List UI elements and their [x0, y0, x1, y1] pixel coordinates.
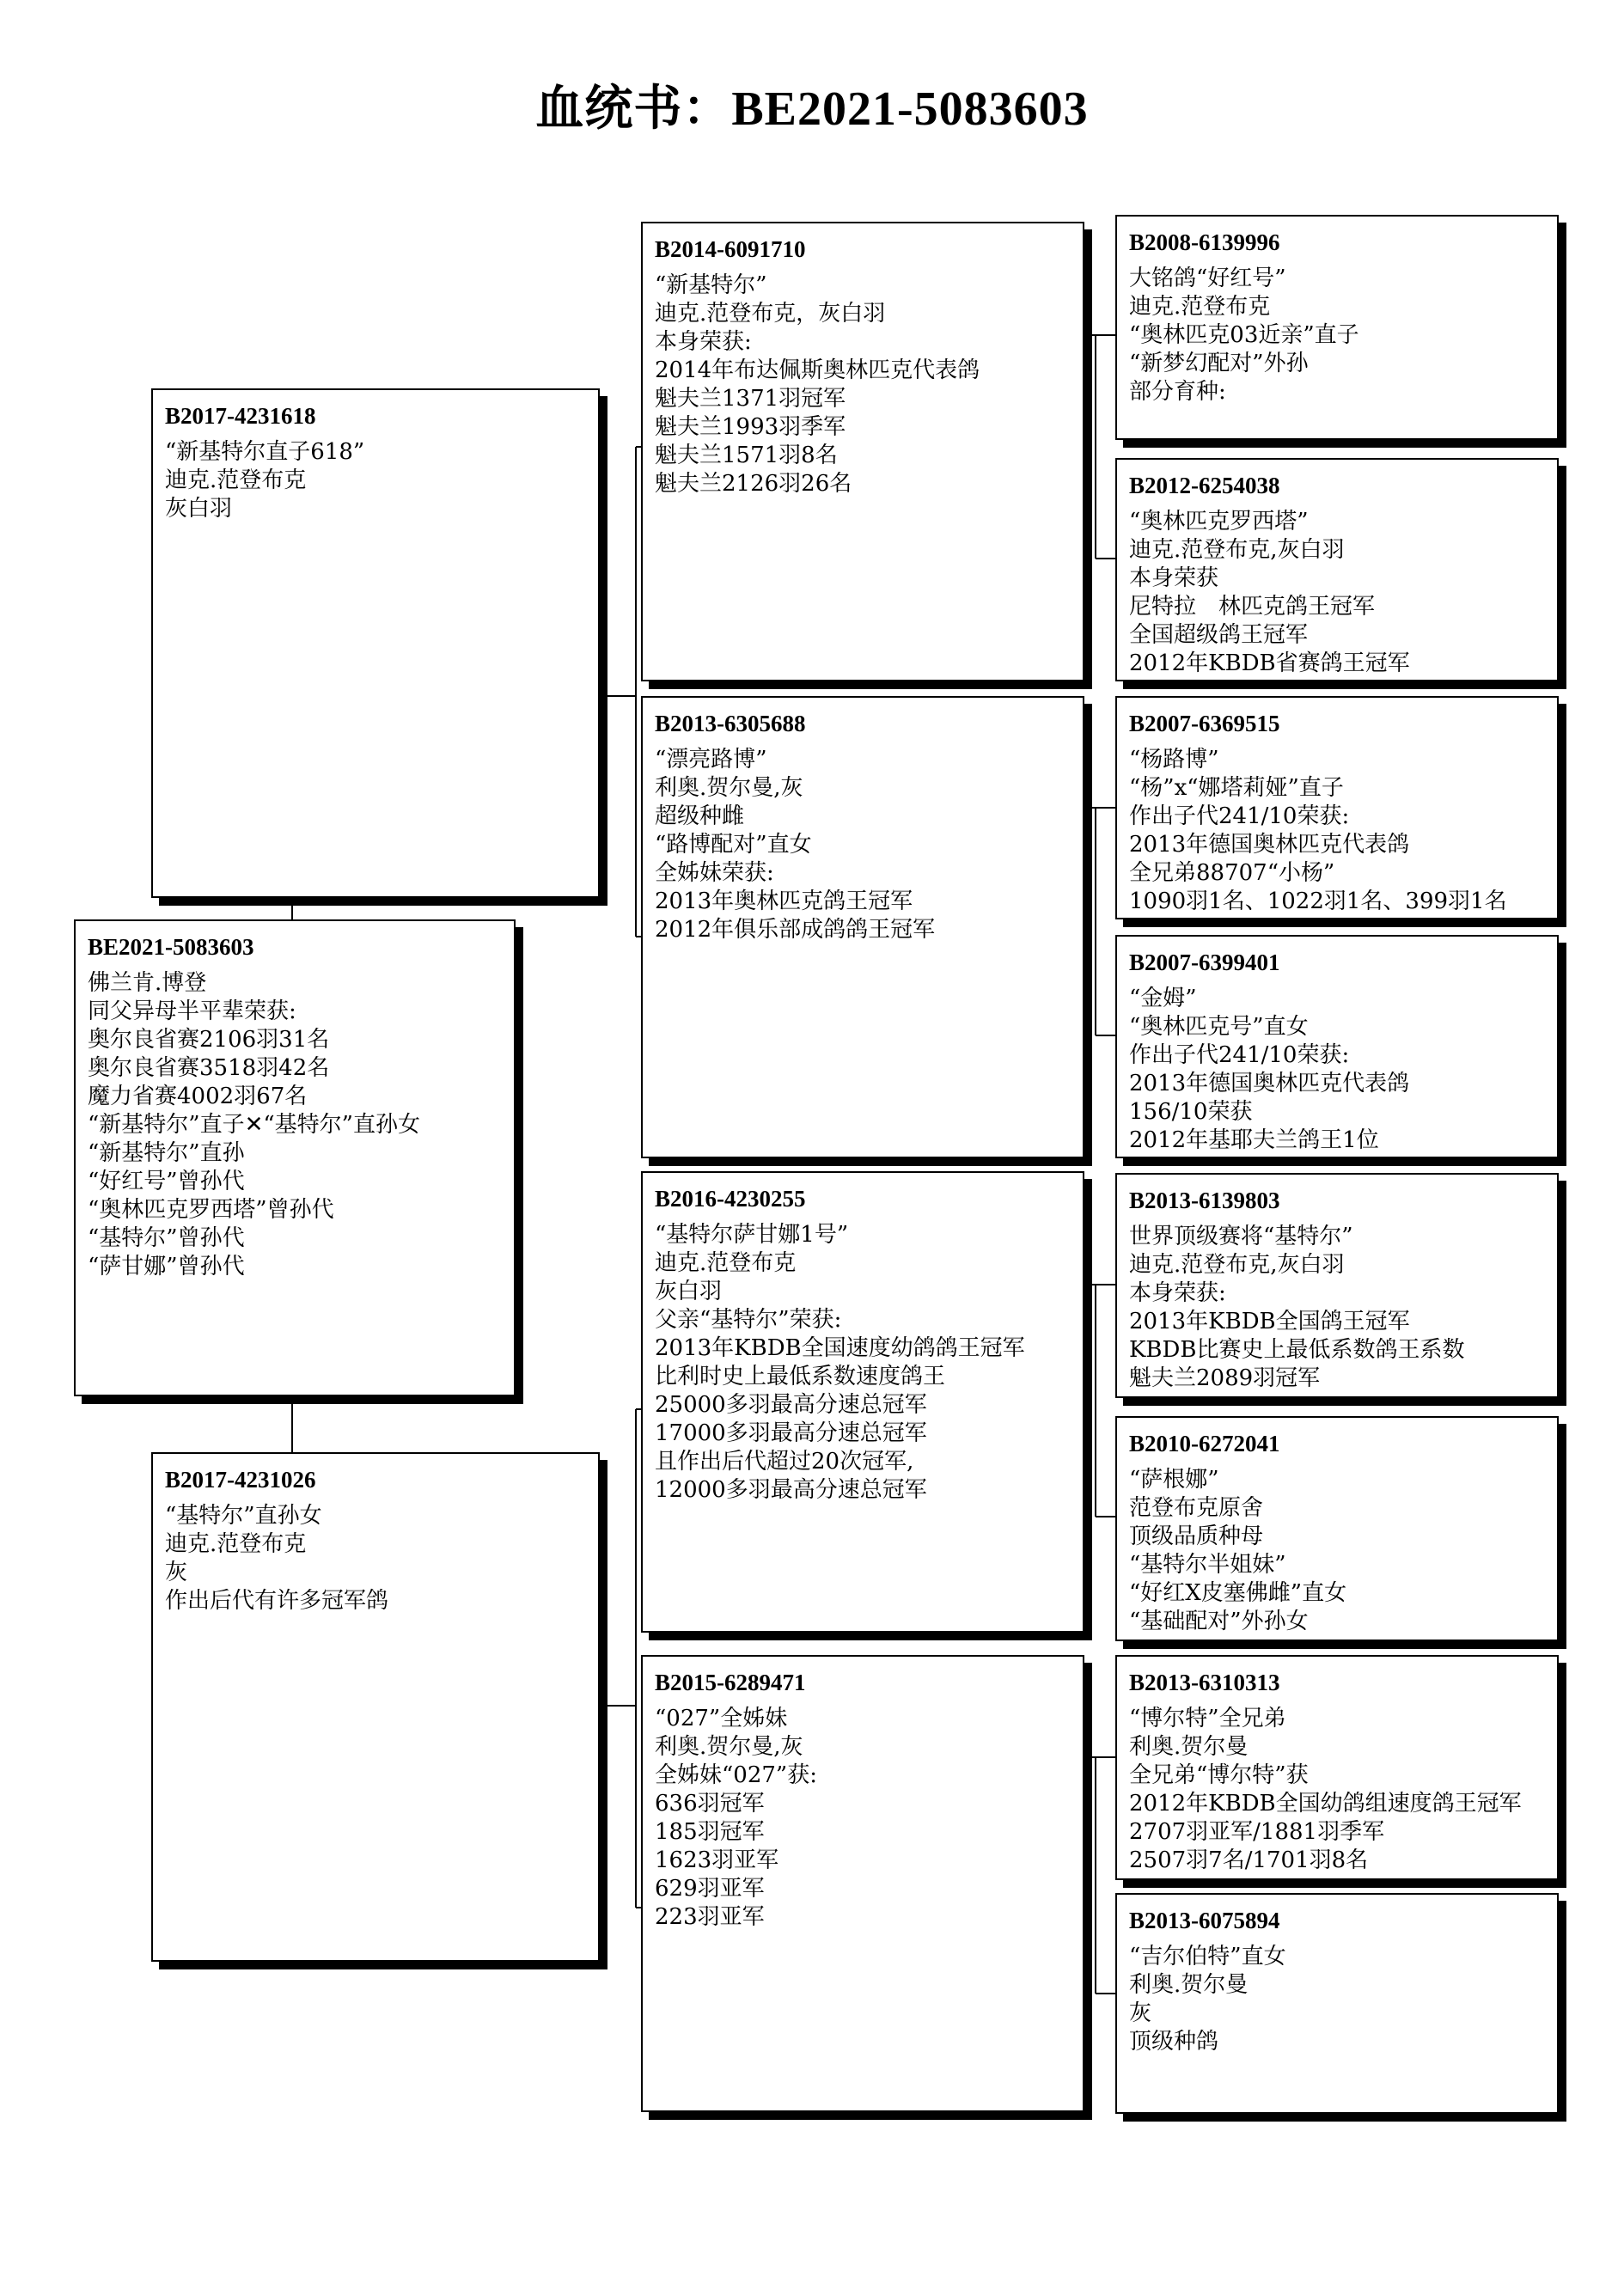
- grandparent-line: 2013年KBDB全国速度幼鸽鸽王冠军: [655, 1335, 1025, 1361]
- great-grandparent-line: 顶级种鸽: [1129, 2029, 1219, 2055]
- great-grandparent-line: 2507羽7名/1701羽8名: [1129, 1847, 1369, 1873]
- subject-line: “新基特尔”直子✕“基特尔”直孙女: [88, 1112, 420, 1138]
- grandparent-line: 且作出后代超过20次冠军,: [655, 1449, 914, 1475]
- dam-line: 灰: [165, 1560, 188, 1585]
- great-grandparent-line: 大铭鸽“好红号”: [1129, 266, 1286, 291]
- grandparent-line: 629羽亚军: [655, 1876, 765, 1902]
- great-grandparent-card: [1115, 458, 1559, 681]
- subject-line: 佛兰肯.博登: [88, 970, 207, 996]
- grandparent-card: [641, 1655, 1084, 2112]
- grandparent-line: 2014年布达佩斯奥林匹克代表鸽: [655, 357, 980, 383]
- subject-line: 奥尔良省赛2106羽31名: [88, 1027, 330, 1053]
- grandparent-line: 12000多羽最高分速总冠军: [655, 1477, 927, 1503]
- great-grandparent-line: “奥林匹克罗西塔”: [1129, 509, 1309, 534]
- subject-line: 同父异母半平辈荣获:: [88, 998, 296, 1024]
- great-grandparent-line: 2707羽亚军/1881羽季军: [1129, 1819, 1385, 1845]
- sire-line: 迪克.范登布克: [165, 467, 307, 493]
- grandparent-line: 灰白羽: [655, 1279, 723, 1304]
- grandparent-line: 利奥.贺尔曼,灰: [655, 1734, 803, 1760]
- great-grandparent-line: 作出子代241/10荣获:: [1129, 803, 1350, 829]
- great-grandparent-line: 作出子代241/10荣获:: [1129, 1042, 1350, 1068]
- sire-ring-id: B2017-4231618: [165, 403, 316, 429]
- grandparent-line: 魁夫兰1371羽冠军: [655, 386, 846, 412]
- great-grandparent-line: 2013年KBDB全国鸽王冠军: [1129, 1309, 1410, 1334]
- great-grandparent-ring-id: B2013-6075894: [1129, 1908, 1280, 1933]
- subject-line: 奥尔良省赛3518羽42名: [88, 1055, 330, 1081]
- great-grandparent-ring-id: B2013-6310313: [1129, 1670, 1280, 1695]
- grandparent-line: 利奥.贺尔曼,灰: [655, 775, 803, 801]
- grandparent-line: “基特尔萨甘娜1号”: [655, 1222, 849, 1248]
- great-grandparent-line: 本身荣获:: [1129, 1280, 1226, 1306]
- great-grandparent-line: 2012年基耶夫兰鸽王1位: [1129, 1127, 1379, 1153]
- great-grandparent-line: 利奥.贺尔曼: [1129, 1734, 1249, 1760]
- grandparent-line: 迪克.范登布克: [655, 1250, 797, 1276]
- grandparent-card: [641, 1171, 1084, 1633]
- great-grandparent-line: 迪克.范登布克,灰白羽: [1129, 1252, 1345, 1278]
- grandparent-line: 636羽冠军: [655, 1791, 765, 1817]
- great-grandparent-ring-id: B2010-6272041: [1129, 1431, 1280, 1456]
- grandparent-line: 2012年俱乐部成鸽鸽王冠军: [655, 917, 936, 943]
- grandparent-line: 魁夫兰1993羽季军: [655, 414, 846, 440]
- great-grandparent-line: 尼特拉 林匹克鸽王冠军: [1129, 594, 1376, 620]
- grandparent-line: 迪克.范登布克，灰白羽: [655, 301, 886, 327]
- great-grandparent-line: “基础配对”外孙女: [1129, 1609, 1309, 1634]
- great-grandparent-line: “奥林匹克03近亲”直子: [1129, 322, 1359, 348]
- grandparent-line: 223羽亚军: [655, 1904, 765, 1930]
- great-grandparent-card: [1115, 215, 1559, 440]
- grandparent-ring-id: B2016-4230255: [655, 1186, 806, 1212]
- sire-line: “新基特尔直子618”: [165, 439, 365, 465]
- great-grandparent-ring-id: B2008-6139996: [1129, 229, 1280, 255]
- subject-line: “奥林匹克罗西塔”曾孙代: [88, 1197, 334, 1223]
- grandparent-line: “027”全姊妹: [655, 1706, 788, 1731]
- great-grandparent-line: “吉尔伯特”直女: [1129, 1944, 1286, 1969]
- dam-line: 迪克.范登布克: [165, 1531, 307, 1557]
- grandparent-line: 17000多羽最高分速总冠军: [655, 1420, 927, 1446]
- great-grandparent-line: “博尔特”全兄弟: [1129, 1706, 1286, 1731]
- grandparent-ring-id: B2015-6289471: [655, 1670, 806, 1695]
- grandparent-ring-id: B2013-6305688: [655, 711, 806, 736]
- grandparent-line: 185羽冠军: [655, 1819, 765, 1845]
- grandparent-line: 全姊妹“027”获:: [655, 1762, 817, 1788]
- grandparent-line: 比利时史上最低系数速度鸽王: [655, 1364, 946, 1389]
- great-grandparent-line: “金姆”: [1129, 986, 1197, 1011]
- subject-line: “新基特尔”直孙: [88, 1140, 245, 1166]
- grandparent-card: [641, 222, 1084, 681]
- subject-card: [74, 919, 516, 1396]
- great-grandparent-line: “好红X皮塞佛雌”直女: [1129, 1580, 1347, 1606]
- grandparent-line: “漂亮路博”: [655, 747, 767, 772]
- grandparent-line: 本身荣获:: [655, 329, 752, 355]
- great-grandparent-card: [1115, 1416, 1559, 1641]
- grandparent-line: 2013年奥林匹克鸽王冠军: [655, 888, 913, 914]
- great-grandparent-line: 156/10荣获: [1129, 1099, 1253, 1125]
- grandparent-line: “新基特尔”: [655, 272, 767, 298]
- great-grandparent-card: [1115, 1655, 1559, 1880]
- great-grandparent-ring-id: B2013-6139803: [1129, 1188, 1280, 1213]
- subject-line: “萨甘娜”曾孙代: [88, 1254, 245, 1279]
- sire-line: 灰白羽: [165, 496, 233, 522]
- grandparent-line: 魁夫兰1571羽8名: [655, 443, 838, 468]
- subject-line: “好红号”曾孙代: [88, 1169, 245, 1194]
- dam-line: “基特尔”直孙女: [165, 1503, 322, 1529]
- grandparent-line: 1623羽亚军: [655, 1847, 779, 1873]
- great-grandparent-line: 2013年德国奥林匹克代表鸽: [1129, 1071, 1410, 1096]
- great-grandparent-ring-id: B2012-6254038: [1129, 473, 1280, 498]
- great-grandparent-line: 本身荣获: [1129, 565, 1219, 591]
- great-grandparent-line: 2012年KBDB全国幼鸽组速度鸽王冠军: [1129, 1791, 1522, 1817]
- great-grandparent-line: 迪克.范登布克,灰白羽: [1129, 537, 1345, 563]
- subject-line: 魔力省赛4002羽67名: [88, 1084, 308, 1109]
- dam-card: [151, 1452, 600, 1962]
- grandparent-line: 超级种雌: [655, 803, 745, 829]
- great-grandparent-line: “杨”x“娜塔莉娅”直子: [1129, 775, 1344, 801]
- grandparent-ring-id: B2014-6091710: [655, 236, 806, 262]
- great-grandparent-line: 全兄弟88707“小杨”: [1129, 860, 1335, 886]
- dam-line: 作出后代有许多冠军鸽: [165, 1588, 389, 1614]
- great-grandparent-line: KBDB比赛史上最低系数鸽王系数: [1129, 1337, 1465, 1363]
- great-grandparent-card: [1115, 1173, 1559, 1398]
- great-grandparent-line: 范登布克原舍: [1129, 1495, 1264, 1521]
- great-grandparent-line: “萨根娜”: [1129, 1467, 1219, 1493]
- great-grandparent-line: 魁夫兰2089羽冠军: [1129, 1365, 1321, 1391]
- page-title: 血统书：BE2021-5083603: [535, 82, 1089, 136]
- great-grandparent-line: 迪克.范登布克: [1129, 294, 1271, 320]
- great-grandparent-line: 全兄弟“博尔特”获: [1129, 1762, 1309, 1788]
- great-grandparent-line: 2012年KBDB省赛鸽王冠军: [1129, 650, 1410, 676]
- grandparent-line: 25000多羽最高分速总冠军: [655, 1392, 927, 1418]
- great-grandparent-line: 部分育种:: [1129, 379, 1226, 405]
- great-grandparent-line: 2013年德国奥林匹克代表鸽: [1129, 832, 1410, 858]
- great-grandparent-line: “杨路博”: [1129, 747, 1219, 772]
- great-grandparent-line: 利奥.贺尔曼: [1129, 1972, 1249, 1998]
- dam-ring-id: B2017-4231026: [165, 1467, 316, 1493]
- great-grandparent-line: 1090羽1名、1022羽1名、399羽1名: [1129, 888, 1507, 914]
- great-grandparent-line: 顶级品质种母: [1129, 1524, 1264, 1549]
- great-grandparent-line: 灰: [1129, 2000, 1152, 2026]
- grandparent-line: 魁夫兰2126羽26名: [655, 471, 852, 497]
- great-grandparent-line: “新梦幻配对”外孙: [1129, 351, 1309, 376]
- grandparent-line: 全姊妹荣获:: [655, 860, 774, 886]
- great-grandparent-card: [1115, 935, 1559, 1158]
- great-grandparent-ring-id: B2007-6369515: [1129, 711, 1280, 736]
- grandparent-line: “路博配对”直女: [655, 832, 812, 858]
- great-grandparent-card: [1115, 696, 1559, 919]
- grandparent-line: 父亲“基特尔”荣获:: [655, 1307, 842, 1333]
- great-grandparent-line: 全国超级鸽王冠军: [1129, 622, 1309, 648]
- subject-ring-id: BE2021-5083603: [88, 934, 254, 960]
- great-grandparent-line: 世界顶级赛将“基特尔”: [1129, 1224, 1353, 1249]
- great-grandparent-ring-id: B2007-6399401: [1129, 950, 1280, 975]
- great-grandparent-line: “奥林匹克号”直女: [1129, 1014, 1309, 1040]
- sire-card: [151, 388, 600, 898]
- great-grandparent-card: [1115, 1893, 1559, 2114]
- subject-line: “基特尔”曾孙代: [88, 1225, 245, 1251]
- great-grandparent-line: “基特尔半姐妹”: [1129, 1552, 1286, 1578]
- grandparent-card: [641, 696, 1084, 1158]
